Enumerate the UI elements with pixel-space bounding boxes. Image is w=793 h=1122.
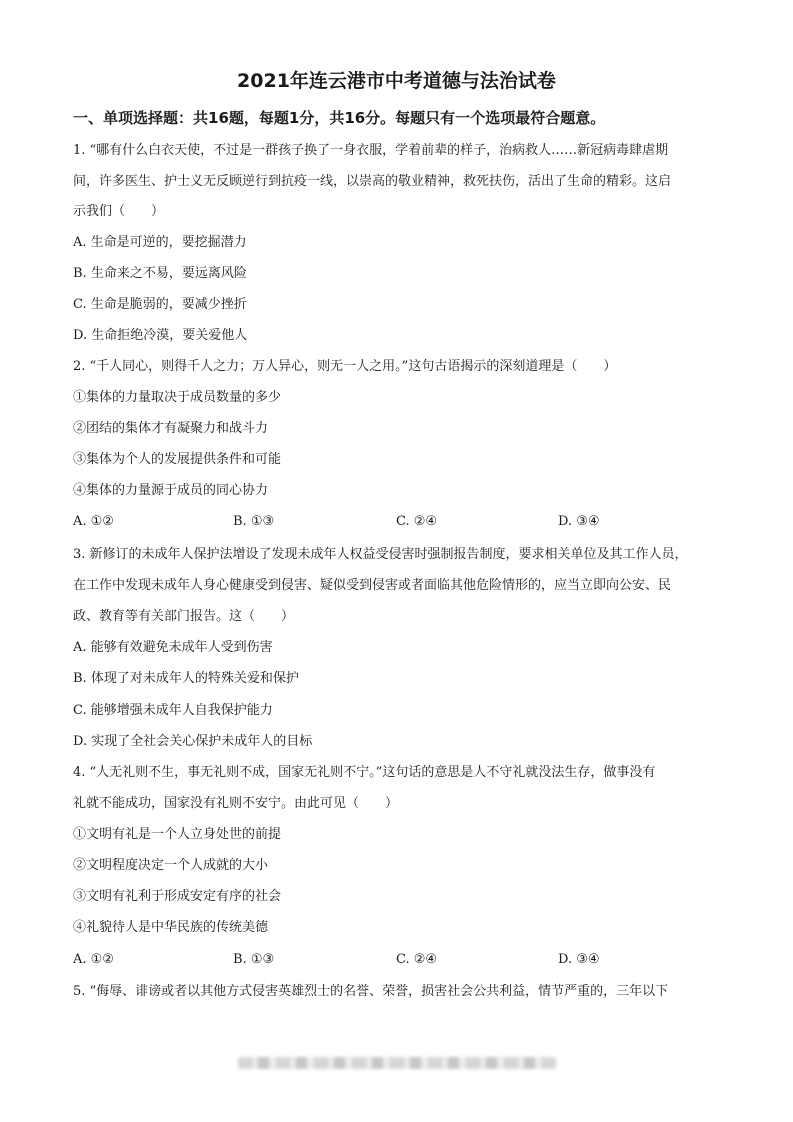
question-3-stem-line-2: 在工作中发现未成年人身心健康受到侵害、疑似受到侵害或者面临其他危险情形的，应当立即向公安、民 xyxy=(73,578,672,593)
question-4-choice-c: C. ②④ xyxy=(396,952,438,967)
question-1-stem-line-1: 1. “哪有什么白衣天使，不过是一群孩子换了一身衣服，学着前辈的样子，治病救人……新冠病毒肆虐期 xyxy=(73,143,669,158)
question-3-option-d: D. 实现了全社会关心保护未成年人的目标 xyxy=(73,734,313,749)
question-2-stem-line-1: 2. “千人同心，则得千人之力；万人异心，则无一人之用。”这句古语揭示的深刻道理是（ ） xyxy=(73,359,617,374)
question-2-choice-b: B. ①③ xyxy=(233,514,275,529)
question-1-option-a: A. 生命是可逆的，要挖掘潜力 xyxy=(73,235,247,250)
question-4-statement-4: ④礼貌待人是中华民族的传统美德 xyxy=(73,920,269,935)
question-4-choices xyxy=(73,952,713,968)
question-2-choice-a: A. ①② xyxy=(73,514,114,529)
question-3-option-c: C. 能够增强未成年人自我保护能力 xyxy=(73,703,273,718)
question-4-choice-a: A. ①② xyxy=(73,952,114,967)
question-4-statement-3: ③文明有礼利于形成安定有序的社会 xyxy=(73,889,282,904)
blurred-footer-watermark xyxy=(238,1057,556,1069)
question-3-stem-line-1: 3. 新修订的未成年人保护法增设了发现未成年人权益受侵害时强制报告制度，要求相关单位及其工作人员， xyxy=(73,547,688,562)
question-3-option-b: B. 体现了对未成年人的特殊关爱和保护 xyxy=(73,671,299,686)
question-1-stem-line-2: 间，许多医生、护士义无反顾逆行到抗疫一线，以崇高的敬业精神，救死扶伤，活出了生命的精彩。这启 xyxy=(73,174,672,189)
question-4-statement-2: ②文明程度决定一个人成就的大小 xyxy=(73,858,269,873)
question-1-option-c: C. 生命是脆弱的，要减少挫折 xyxy=(73,297,247,312)
question-1-option-b: B. 生命来之不易，要远离风险 xyxy=(73,266,247,281)
question-2-choice-d: D. ③④ xyxy=(558,514,600,529)
question-4-stem-line-1: 4. “人无礼则不生，事无礼则不成，国家无礼则不宁。”这句话的意思是人不守礼就没法生存，做事没有 xyxy=(73,765,656,780)
question-2-choices xyxy=(73,514,713,530)
question-3-stem-line-3: 政、教育等有关部门报告。这（ ） xyxy=(73,609,295,624)
question-2-statement-2: ②团结的集体才有凝聚力和战斗力 xyxy=(73,421,269,436)
question-2-statement-3: ③集体为个人的发展提供条件和可能 xyxy=(73,452,282,467)
section-heading: 一、单项选择题：共16题，每题1分，共16分。每题只有一个选项最符合题意。 xyxy=(73,109,606,127)
question-3-option-a: A. 能够有效避免未成年人受到伤害 xyxy=(73,640,273,655)
question-2-choice-c: C. ②④ xyxy=(396,514,438,529)
question-5-stem-line-1: 5. “侮辱、诽谤或者以其他方式侵害英雄烈士的名誉、荣誉，损害社会公共利益，情节严重的，三年以下 xyxy=(73,984,669,999)
question-1-option-d: D. 生命拒绝冷漠，要关爱他人 xyxy=(73,328,248,343)
question-4-choice-d: D. ③④ xyxy=(558,952,600,967)
question-1-stem-line-3: 示我们（ ） xyxy=(73,204,165,219)
question-2-statement-1: ①集体的力量取决于成员数量的多少 xyxy=(73,390,282,405)
question-4-statement-1: ①文明有礼是一个人立身处世的前提 xyxy=(73,827,282,842)
question-2-statement-4: ④集体的力量源于成员的同心协力 xyxy=(73,483,269,498)
question-4-choice-b: B. ①③ xyxy=(233,952,275,967)
page-title: 2021年连云港市中考道德与法治试卷 xyxy=(237,70,556,92)
question-4-stem-line-2: 礼就不能成功，国家没有礼则不安宁。由此可见（ ） xyxy=(73,796,399,811)
